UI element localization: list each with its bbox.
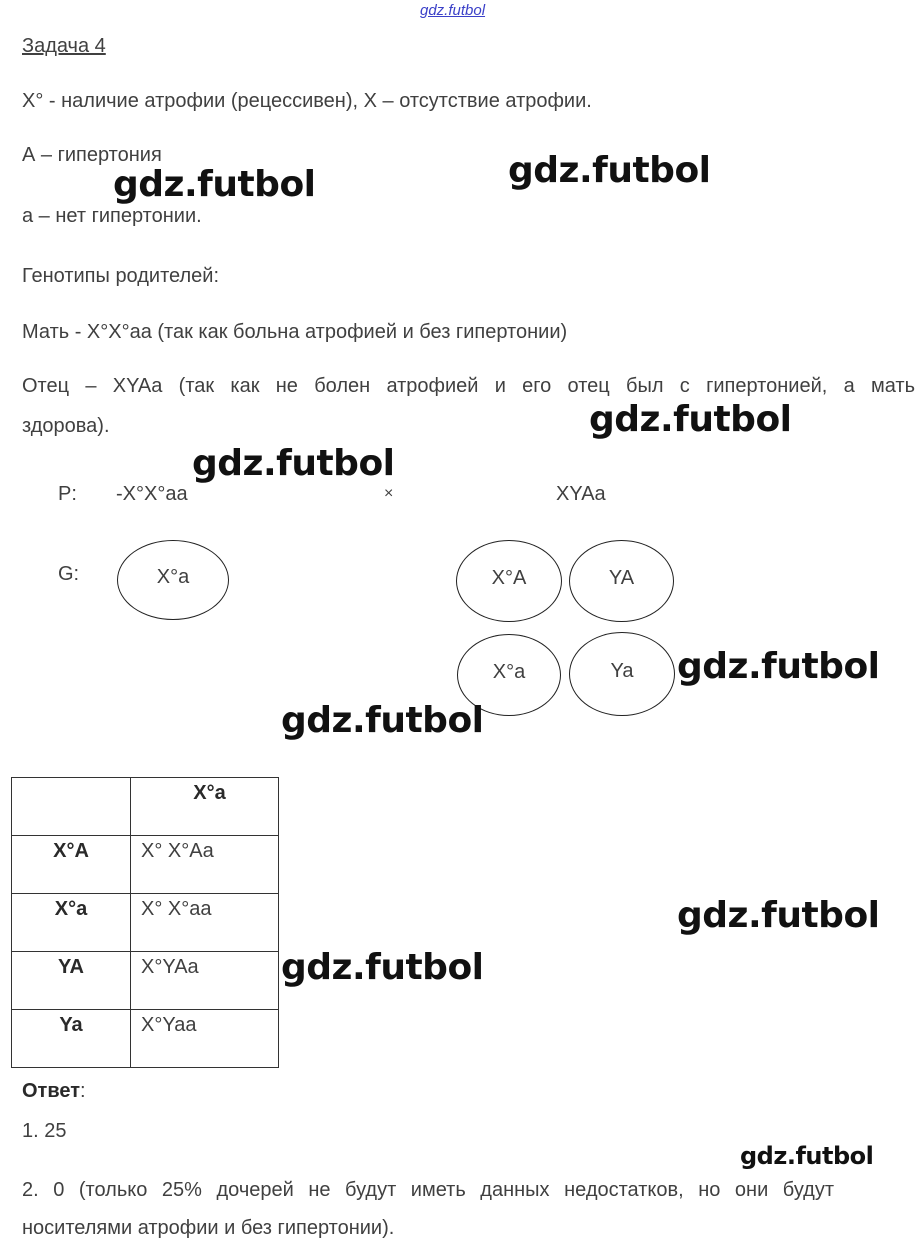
table-row <box>12 778 279 836</box>
watermark: gdz.futbol <box>677 646 880 687</box>
watermark: gdz.futbol <box>589 399 792 440</box>
table-row <box>12 1010 279 1068</box>
table-cell: X° X°Aa <box>131 836 279 894</box>
mother-gamete-label: X°a <box>156 565 190 588</box>
father-gamete-oval-1 <box>456 540 562 622</box>
table-cell: X°YAa <box>131 952 279 1010</box>
answer-heading <box>22 1079 86 1103</box>
table-cell: X° X°aa <box>131 894 279 952</box>
watermark: gdz.futbol <box>113 164 316 205</box>
answer-item-2-line-2: носителями атрофии и без гипертонии). <box>22 1217 395 1239</box>
answer-item-1: 1. 25 <box>22 1120 67 1142</box>
father-gamete-label-2: YA <box>608 566 635 589</box>
watermark: gdz.futbol <box>281 700 484 741</box>
table-cell: X°Yaa <box>131 1010 279 1068</box>
mother-gamete-oval <box>117 540 229 620</box>
parents-heading: Генотипы родителей: <box>22 265 220 287</box>
father-gamete-label-4: Ya <box>610 659 634 682</box>
task-title: Задача 4 <box>22 35 106 57</box>
father-cross-genotype: XYAa <box>556 483 606 505</box>
watermark: gdz.futbol <box>677 895 880 936</box>
table-row <box>12 952 279 1010</box>
answer-label: Ответ <box>22 1080 81 1102</box>
father-gamete-label-1: X°A <box>491 566 527 589</box>
table-row <box>12 894 279 952</box>
watermark: gdz.futbol <box>508 150 711 191</box>
watermark: gdz.futbol <box>192 443 395 484</box>
father-gamete-label-3: X°a <box>492 660 526 683</box>
table-row-header: X°A <box>12 836 131 894</box>
p-label: P: <box>58 483 77 505</box>
mother-genotype-line: Мать - X°X°аа (так как больна атрофией и без гипертонии) <box>22 321 568 343</box>
definition-big-a-line: А – гипертония <box>22 144 162 166</box>
father-genotype-line-2: здорова). <box>22 415 110 437</box>
definition-small-a-line: а – нет гипертонии. <box>22 205 202 227</box>
answer-colon: : <box>80 1080 86 1102</box>
table-row <box>12 836 279 894</box>
father-gamete-oval-2 <box>569 540 674 622</box>
definition-x-line: X° - наличие атрофии (рецессивен), X – отсутствие атрофии. <box>22 90 592 112</box>
table-row-header: YA <box>12 952 131 1010</box>
answer-item-2-line-1: 2. 0 (только 25% дочерей не будут иметь данных недостатков, но они будут <box>22 1179 834 1201</box>
watermark: gdz.futbol <box>740 1142 874 1170</box>
table-row-header: Ya <box>12 1010 131 1068</box>
table-corner-cell <box>12 778 131 836</box>
site-link[interactable]: gdz.futbol <box>420 2 486 19</box>
table-column-header: X°a <box>131 778 279 836</box>
mother-cross-genotype: -X°X°aa <box>116 483 188 505</box>
father-genotype-line-1: Отец – XYAa (так как не болен атрофией и его отец был с гипертонией, а мать <box>22 375 915 397</box>
punnett-table <box>11 777 279 1068</box>
watermark: gdz.futbol <box>281 947 484 988</box>
father-gamete-oval-4 <box>569 632 675 716</box>
cross-sign: × <box>384 485 394 502</box>
g-label: G: <box>58 563 80 585</box>
table-row-header: X°a <box>12 894 131 952</box>
